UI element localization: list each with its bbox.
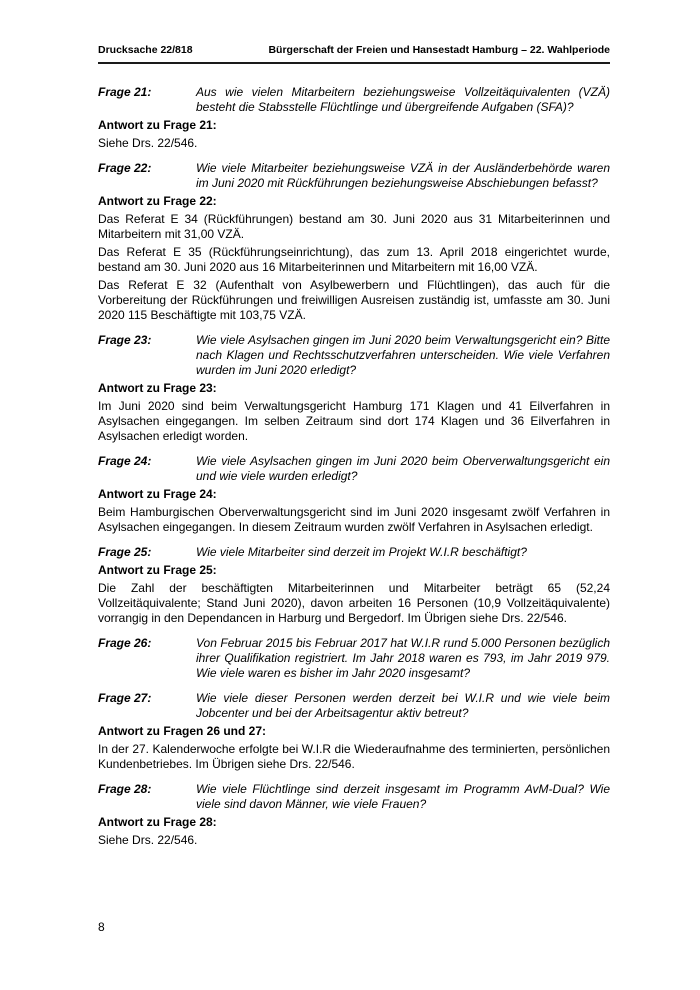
answer-paragraph: Siehe Drs. 22/546. bbox=[98, 833, 198, 847]
answer-paragraph: Die Zahl der beschäftigten Mitarbeiterinnen und Mitarbeiter beträgt 65 (52,24 Vollzeitäquivalente; Stand Juni 2020), davon arbeiten 16 Personen (10,9 Vollzeitäquivalente) vorrangig in den Dependancen in Harburg und Bergedorf. Im Übrigen siehe Drs. 22/546. bbox=[98, 581, 610, 625]
question-block bbox=[98, 161, 610, 191]
question-block bbox=[98, 85, 610, 115]
answer-heading: Antwort zu Frage 24: bbox=[98, 487, 217, 501]
answer-paragraph: Das Referat E 34 (Rückführungen) bestand am 30. Juni 2020 aus 31 Mitarbeiterinnen und Mitarbeitern mit 31,00 VZÄ. bbox=[98, 212, 610, 241]
answer-heading: Antwort zu Fragen 26 und 27: bbox=[98, 724, 267, 738]
question-label: Frage 28: bbox=[98, 782, 152, 796]
answer-paragraph: Beim Hamburgischen Oberverwaltungsgericht sind im Juni 2020 insgesamt zwölf Verfahren in Asylsachen eingegangen. In diesem Zeitraum wurden zwölf Verfahren in Asylsachen erledigt. bbox=[98, 505, 610, 534]
question-text: Wie viele Mitarbeiter beziehungsweise VZÄ in der Ausländerbehörde waren im Juni 2020 mit Rückführungen beziehungsweise Abschiebungen befasst? bbox=[196, 161, 610, 190]
answer-heading: Antwort zu Frage 22: bbox=[98, 194, 217, 208]
page-number: 8 bbox=[98, 920, 105, 934]
answer-paragraph: Im Juni 2020 sind beim Verwaltungsgericht Hamburg 171 Klagen und 41 Eilverfahren in Asylsachen eingegangen. Im selben Zeitraum sind dort 174 Klagen und 36 Eilverfahren in Asylsachen erledigt worden. bbox=[98, 399, 610, 443]
question-label: Frage 22: bbox=[98, 161, 152, 175]
answer-heading: Antwort zu Frage 25: bbox=[98, 563, 217, 577]
question-block bbox=[98, 691, 610, 721]
question-block bbox=[98, 545, 610, 560]
question-label: Frage 21: bbox=[98, 85, 152, 99]
question-text: Wie viele Flüchtlinge sind derzeit insgesamt im Programm AvM-Dual? Wie viele sind davon Männer, wie viele Frauen? bbox=[196, 782, 610, 811]
question-label: Frage 25: bbox=[98, 545, 152, 559]
answer-paragraph: Siehe Drs. 22/546. bbox=[98, 136, 198, 150]
answer-paragraph: Das Referat E 35 (Rückführungseinrichtung), das zum 13. April 2018 eingerichtet wurde, bestand am 30. Juni 2020 aus 16 Mitarbeiterinnen und Mitarbeitern mit 16,00 VZÄ. bbox=[98, 245, 610, 274]
question-label: Frage 26: bbox=[98, 636, 152, 650]
question-text: Wie viele Asylsachen gingen im Juni 2020 beim Verwaltungsgericht ein? Bitte nach Klagen und Rechtsschutzverfahren unterscheiden. Wie viele Verfahren wurden im Juni 2020 erledigt? bbox=[196, 333, 610, 377]
answer-heading: Antwort zu Frage 21: bbox=[98, 118, 217, 132]
document-header bbox=[98, 44, 610, 64]
question-label: Frage 23: bbox=[98, 333, 152, 347]
question-text: Aus wie vielen Mitarbeitern beziehungsweise Vollzeitäquivalenten (VZÄ) besteht die Stabsstelle Flüchtlinge und übergreifende Aufgaben (SFA)? bbox=[196, 85, 610, 114]
question-block bbox=[98, 333, 610, 378]
question-text: Wie viele dieser Personen werden derzeit bei W.I.R und wie viele beim Jobcenter und bei der Arbeitsagentur aktiv betreut? bbox=[196, 691, 610, 720]
question-label: Frage 24: bbox=[98, 454, 152, 468]
header-drucksache: Drucksache 22/818 bbox=[98, 44, 193, 56]
header-title: Bürgerschaft der Freien und Hansestadt Hamburg – 22. Wahlperiode bbox=[268, 44, 610, 56]
question-block bbox=[98, 782, 610, 812]
answer-paragraph: In der 27. Kalenderwoche erfolgte bei W.I.R die Wiederaufnahme des terminierten, persönlichen Kundenbetriebes. Im Übrigen siehe Drs. 22/546. bbox=[98, 742, 610, 771]
question-text: Wie viele Asylsachen gingen im Juni 2020 beim Oberverwaltungsgericht ein und wie viele wurden erledigt? bbox=[196, 454, 610, 483]
question-block bbox=[98, 636, 610, 681]
question-text: Von Februar 2015 bis Februar 2017 hat W.I.R rund 5.000 Personen bezüglich ihrer Qualifikation registriert. Im Jahr 2018 waren es 793, im Jahr 2019 979. Wie viele waren es bisher im Jahr 2020 insgesamt? bbox=[196, 636, 610, 680]
question-block bbox=[98, 454, 610, 484]
question-label: Frage 27: bbox=[98, 691, 152, 705]
answer-heading: Antwort zu Frage 28: bbox=[98, 815, 217, 829]
answer-paragraph: Das Referat E 32 (Aufenthalt von Asylbewerbern und Flüchtlingen), das auch für die Vorbereitung der Rückführungen und freiwilligen Ausreisen zuständig ist, umfasste am 30. Juni 2020 115 Beschäftigte mit 103,75 VZÄ. bbox=[98, 278, 610, 322]
question-text: Wie viele Mitarbeiter sind derzeit im Projekt W.I.R beschäftigt? bbox=[196, 545, 527, 559]
answer-heading: Antwort zu Frage 23: bbox=[98, 381, 217, 395]
document-body bbox=[98, 85, 610, 848]
